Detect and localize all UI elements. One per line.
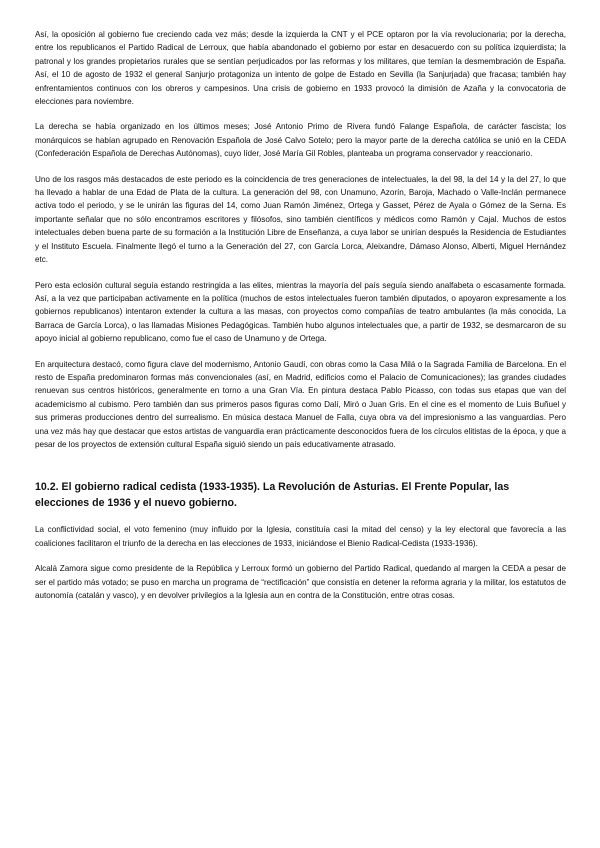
paragraph-right-wing: La derecha se había organizado en los últimos meses; José Antonio Primo de Rivera fundó Falange Española, de carácter fascista; los monárquicos se habían agrupado en Renovación Española de José Calvo Sotelo; pero la mayor parte de la derecha católica se unió en la CEDA (Confederación Española de Derechas Autónomas), cuyo líder, José María Gil Robles, planteaba un programa conservador y reaccionario. [35, 122, 566, 159]
section-heading: 10.2. El gobierno radical cedista (1933-1935). La Revolución de Asturias. El Frente Popular, las elecciones de 1936 y el nuevo gobierno. [35, 481, 510, 510]
paragraph-cultural-elites: Pero esta eclosión cultural seguía estando restringida a las elites, mientras la mayoría del país seguía siendo analfabeta o escasamente formada. Así, a la vez que participaban activamente en la política (muchos de estos intelectuales fueron también diputados, o apoyaron expresamente a los gobiernos republicanos) intentaron extender la cultura a las masas, con proyectos como compañías de teatro ambulantes (la más conocida, La Barraca de García Lorca), o las llamadas Misiones Pedagógicas. También hubo algunos intelectuales que, a partir de 1932, se desmarcaron de su apoyo inicial al gobierno republicano, como fue el caso de Unamuno y de Ortega. [35, 280, 566, 344]
paragraph-intellectuals: Uno de los rasgos más destacados de este periodo es la coincidencia de tres generaciones de intelectuales, la del 98, la del 14 y la del 27, lo que ha llevado a hablar de una Edad de Plata de la cultura. La generación del 98, con Unamuno, Azorín, Baroja, Machado o Valle-Inclán permanece activa todo el periodo, y se le unirán las figuras del 14, como Juan Ramón Jiménez, Ortega y Gasset, Pérez de Ayala o Gómez de la Serna. Es importante señalar que no sólo encontramos escritores y filósofos, sino también científicos y médicos como Ramón y Cajal. Muchos de estos intelectuales deben buena parte de su formación a la Institución Libre de Enseñanza, a cuya labor se unirían después la Residencia de Estudiantes y el Instituto Escuela. Finalmente llegó el turno a la Generación del 27, con García Lorca, Aleixandre, Dámaso Alonso, Alberti, Miguel Hernández etc. [35, 174, 566, 265]
paragraph-radical-government: Alcalá Zamora sigue como presidente de la República y Lerroux formó un gobierno del Partido Radical, quedando al margen la CEDA a pesar de ser el partido más votado; se puso en marcha un programa de “rectificación” que consistía en detener la reforma agraria y la militar, los estatutos de autonomía (catalán y vasco), y en devolver privilegios a la Iglesia aun en contra de la Constitución, entre otras cosas. [35, 564, 566, 600]
paragraph-arts: En arquitectura destacó, como figura clave del modernismo, Antonio Gaudí, con obras como la Casa Milá o la Sagrada Familia de Barcelona. En el resto de España predominaron formas más convencionales (así, en Madrid, edificios como el Palacio de Comunicaciones); las grandes ciudades renuevan sus centros históricos, generalmente en torno a una Gran Vía. En pintura destaca Pablo Picasso, con todas sus etapas que van del academicismo al cubismo. Pero también dan sus primeros pasos figuras como Dalí, Miró o Juan Gris. En el cine es el momento de Luis Buñuel y sus primeras producciones dentro del surrealismo. En música destaca Manuel de Falla, cuya obra va del impresionismo a las vanguardias. Pero una vez más hay que destacar que estos artistas de vanguardia eran prácticamente desconocidos fuera de los círculos elitistas de la época, y que a pesar de los proyectos de extensión cultural España siguió siendo un país educativamente atrasado. [35, 359, 566, 449]
document-page [35, 28, 566, 614]
paragraph-elections-1933: La conflictividad social, el voto femenino (muy influido por la Iglesia, constituía casi la mitad del censo) y la ley electoral que favorecía a las coaliciones facilitaron el triunfo de la derecha en las elecciones de 1933, iniciándose el Bienio Radical-Cedista (1933-1936). [35, 525, 566, 548]
paragraph-opposition: Así, la oposición al gobierno fue creciendo cada vez más; desde la izquierda la CNT y el PCE optaron por la vía revolucionaria; por la derecha, entre los republicanos el Partido Radical de Lerroux, que había abandonado el gobierno por estar en desacuerdo con su política izquierdista; la patronal y los grandes propietarios rurales que se sentían perjudicados por las reformas y los militares, que temían la desmembración de España. Así, el 10 de agosto de 1932 el general Sanjurjo protagoniza un intento de golpe de Estado en Sevilla (la Sanjurjada) que fracasa; también hay enfrentamientos continuos con los obreros y campesinos. Una crisis de gobierno en 1933 provocó la dimisión de Azaña y la convocatoria de elecciones para noviembre. [35, 30, 566, 107]
